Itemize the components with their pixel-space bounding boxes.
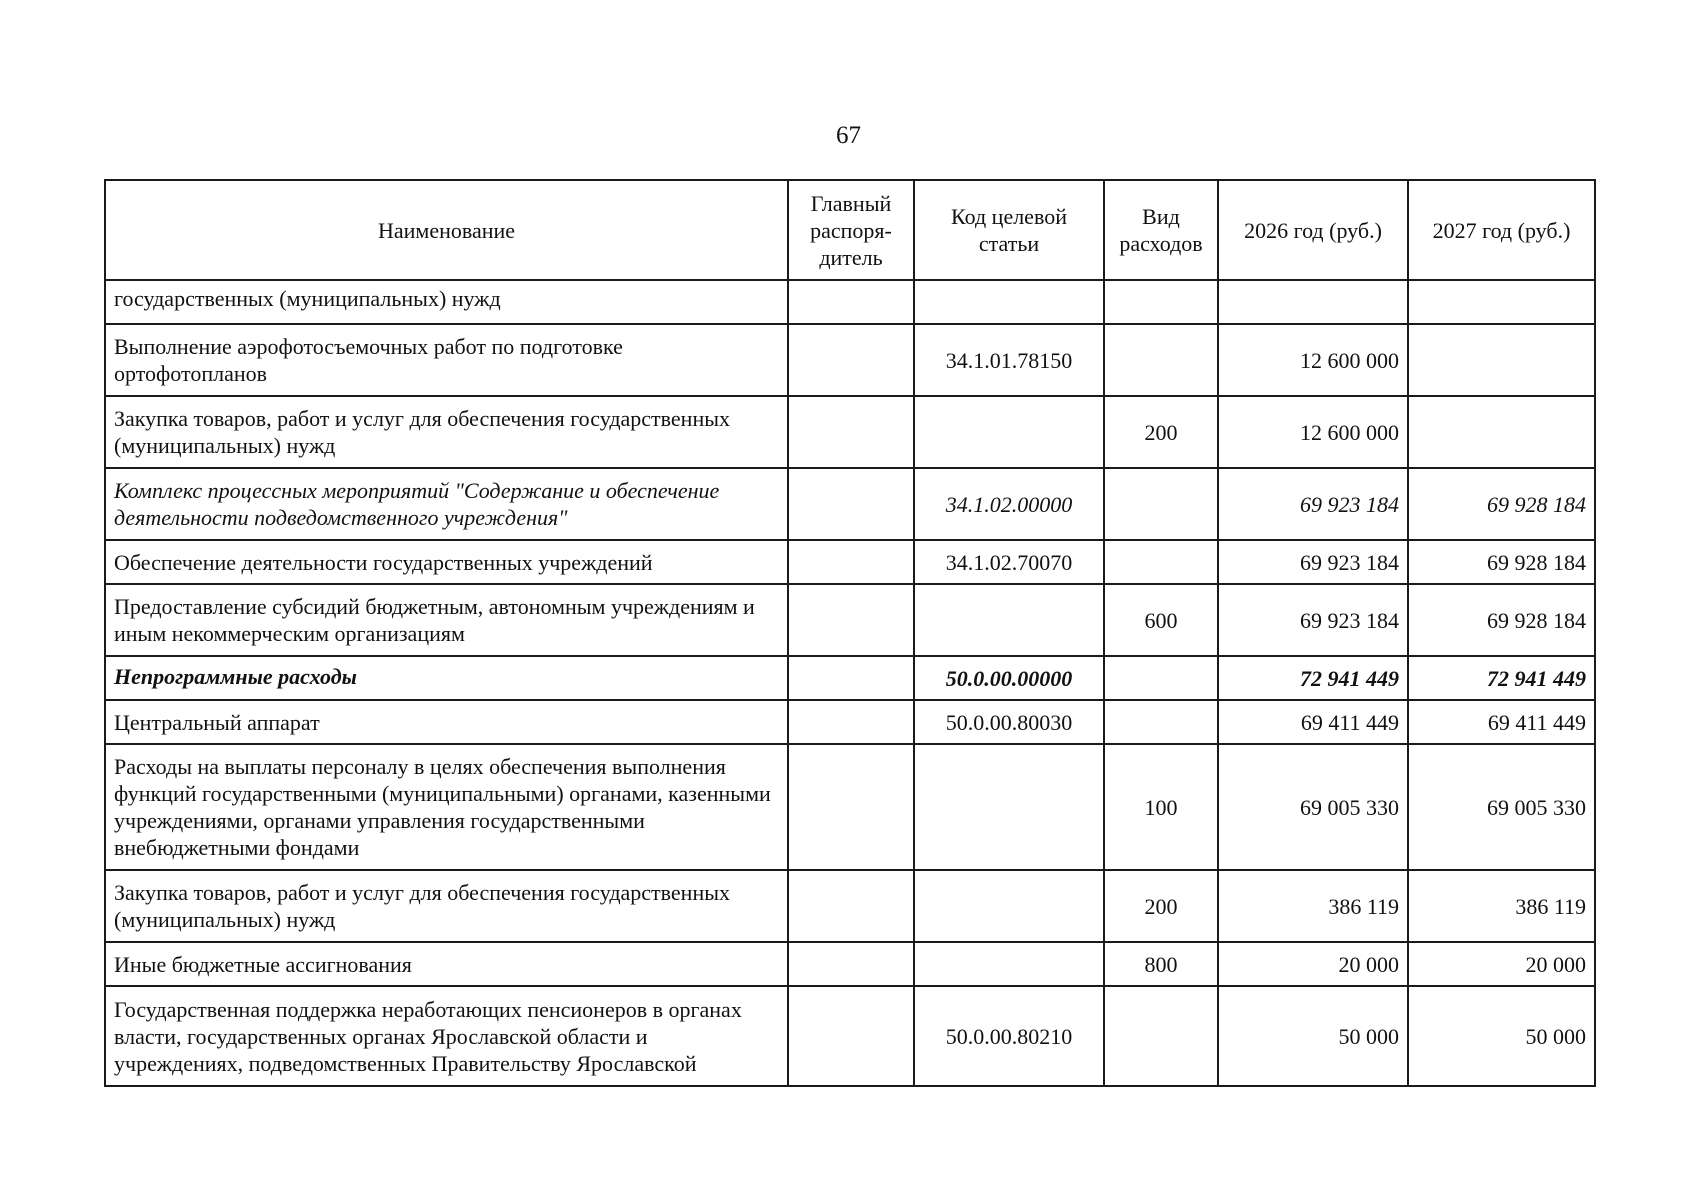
cell-2026 — [1218, 280, 1408, 324]
cell-2027: 20 000 — [1408, 942, 1595, 986]
cell-name: Выполнение аэрофотосъемочных работ по подготовке ортофотопланов — [105, 324, 788, 396]
cell-kind: 600 — [1104, 584, 1218, 656]
cell-code: 34.1.02.70070 — [914, 540, 1104, 584]
cell-admin — [788, 870, 914, 942]
cell-2027 — [1408, 396, 1595, 468]
cell-2026: 69 923 184 — [1218, 540, 1408, 584]
cell-admin — [788, 324, 914, 396]
cell-admin — [788, 280, 914, 324]
cell-name: Непрограммные расходы — [105, 656, 788, 700]
cell-2026: 72 941 449 — [1218, 656, 1408, 700]
cell-code: 34.1.01.78150 — [914, 324, 1104, 396]
cell-name: Комплекс процессных мероприятий "Содержание и обеспечение деятельности подведомственного учреждения" — [105, 468, 788, 540]
cell-kind — [1104, 986, 1218, 1086]
cell-kind — [1104, 540, 1218, 584]
cell-code: 50.0.00.80210 — [914, 986, 1104, 1086]
cell-name: Предоставление субсидий бюджетным, автономным учреждениям и иным некоммерческим организациям — [105, 584, 788, 656]
table-row — [105, 468, 1595, 540]
cell-2026: 386 119 — [1218, 870, 1408, 942]
cell-2026: 50 000 — [1218, 986, 1408, 1086]
cell-admin — [788, 744, 914, 870]
cell-code — [914, 870, 1104, 942]
cell-2026: 12 600 000 — [1218, 396, 1408, 468]
table-row — [105, 656, 1595, 700]
cell-admin — [788, 986, 914, 1086]
cell-kind — [1104, 468, 1218, 540]
cell-kind — [1104, 280, 1218, 324]
header-name: Наименование — [105, 180, 788, 280]
cell-kind: 200 — [1104, 396, 1218, 468]
table-row — [105, 700, 1595, 744]
cell-kind — [1104, 700, 1218, 744]
cell-kind: 100 — [1104, 744, 1218, 870]
cell-2026: 20 000 — [1218, 942, 1408, 986]
cell-2026: 69 923 184 — [1218, 584, 1408, 656]
page-number: 67 — [836, 122, 861, 149]
cell-admin — [788, 584, 914, 656]
cell-kind: 200 — [1104, 870, 1218, 942]
header-2026: 2026 год (руб.) — [1218, 180, 1408, 280]
header-admin: Главный распоря-дитель — [788, 180, 914, 280]
cell-code: 50.0.00.00000 — [914, 656, 1104, 700]
table-row — [105, 942, 1595, 986]
table-row — [105, 540, 1595, 584]
cell-code: 50.0.00.80030 — [914, 700, 1104, 744]
cell-2027 — [1408, 280, 1595, 324]
cell-2026: 69 005 330 — [1218, 744, 1408, 870]
cell-code — [914, 396, 1104, 468]
cell-name: государственных (муниципальных) нужд — [105, 280, 788, 324]
cell-code — [914, 942, 1104, 986]
cell-2027: 69 005 330 — [1408, 744, 1595, 870]
header-code: Код целевой статьи — [914, 180, 1104, 280]
cell-name: Государственная поддержка неработающих пенсионеров в органах власти, государственных органах Ярославской области и учреждениях, подведомственных Правительству Ярославской — [105, 986, 788, 1086]
cell-name: Обеспечение деятельности государственных учреждений — [105, 540, 788, 584]
cell-code — [914, 280, 1104, 324]
budget-table — [104, 179, 1596, 1087]
cell-code: 34.1.02.00000 — [914, 468, 1104, 540]
cell-name: Иные бюджетные ассигнования — [105, 942, 788, 986]
cell-kind — [1104, 324, 1218, 396]
table-row — [105, 584, 1595, 656]
cell-admin — [788, 468, 914, 540]
cell-admin — [788, 700, 914, 744]
cell-admin — [788, 942, 914, 986]
cell-2027: 69 411 449 — [1408, 700, 1595, 744]
cell-name: Закупка товаров, работ и услуг для обеспечения государственных (муниципальных) нужд — [105, 396, 788, 468]
cell-2027: 69 928 184 — [1408, 540, 1595, 584]
cell-kind: 800 — [1104, 942, 1218, 986]
cell-2026: 69 923 184 — [1218, 468, 1408, 540]
cell-2027 — [1408, 324, 1595, 396]
cell-kind — [1104, 656, 1218, 700]
cell-2027: 386 119 — [1408, 870, 1595, 942]
cell-admin — [788, 540, 914, 584]
cell-2026: 69 411 449 — [1218, 700, 1408, 744]
cell-admin — [788, 396, 914, 468]
table-row — [105, 324, 1595, 396]
cell-2027: 69 928 184 — [1408, 468, 1595, 540]
header-2027: 2027 год (руб.) — [1408, 180, 1595, 280]
table-row — [105, 986, 1595, 1086]
cell-admin — [788, 656, 914, 700]
cell-name: Закупка товаров, работ и услуг для обеспечения государственных (муниципальных) нужд — [105, 870, 788, 942]
table-header-row — [105, 180, 1595, 280]
table-row — [105, 744, 1595, 870]
cell-code — [914, 584, 1104, 656]
cell-2027: 69 928 184 — [1408, 584, 1595, 656]
cell-2027: 72 941 449 — [1408, 656, 1595, 700]
cell-code — [914, 744, 1104, 870]
table-row — [105, 280, 1595, 324]
table-row — [105, 396, 1595, 468]
cell-2027: 50 000 — [1408, 986, 1595, 1086]
cell-name: Центральный аппарат — [105, 700, 788, 744]
table-row — [105, 870, 1595, 942]
cell-2026: 12 600 000 — [1218, 324, 1408, 396]
header-kind: Вид расходов — [1104, 180, 1218, 280]
cell-name: Расходы на выплаты персоналу в целях обеспечения выполнения функций государственными (муниципальными) органами, казенными учреждениями, органами управления государственными внебюджетными фондами — [105, 744, 788, 870]
